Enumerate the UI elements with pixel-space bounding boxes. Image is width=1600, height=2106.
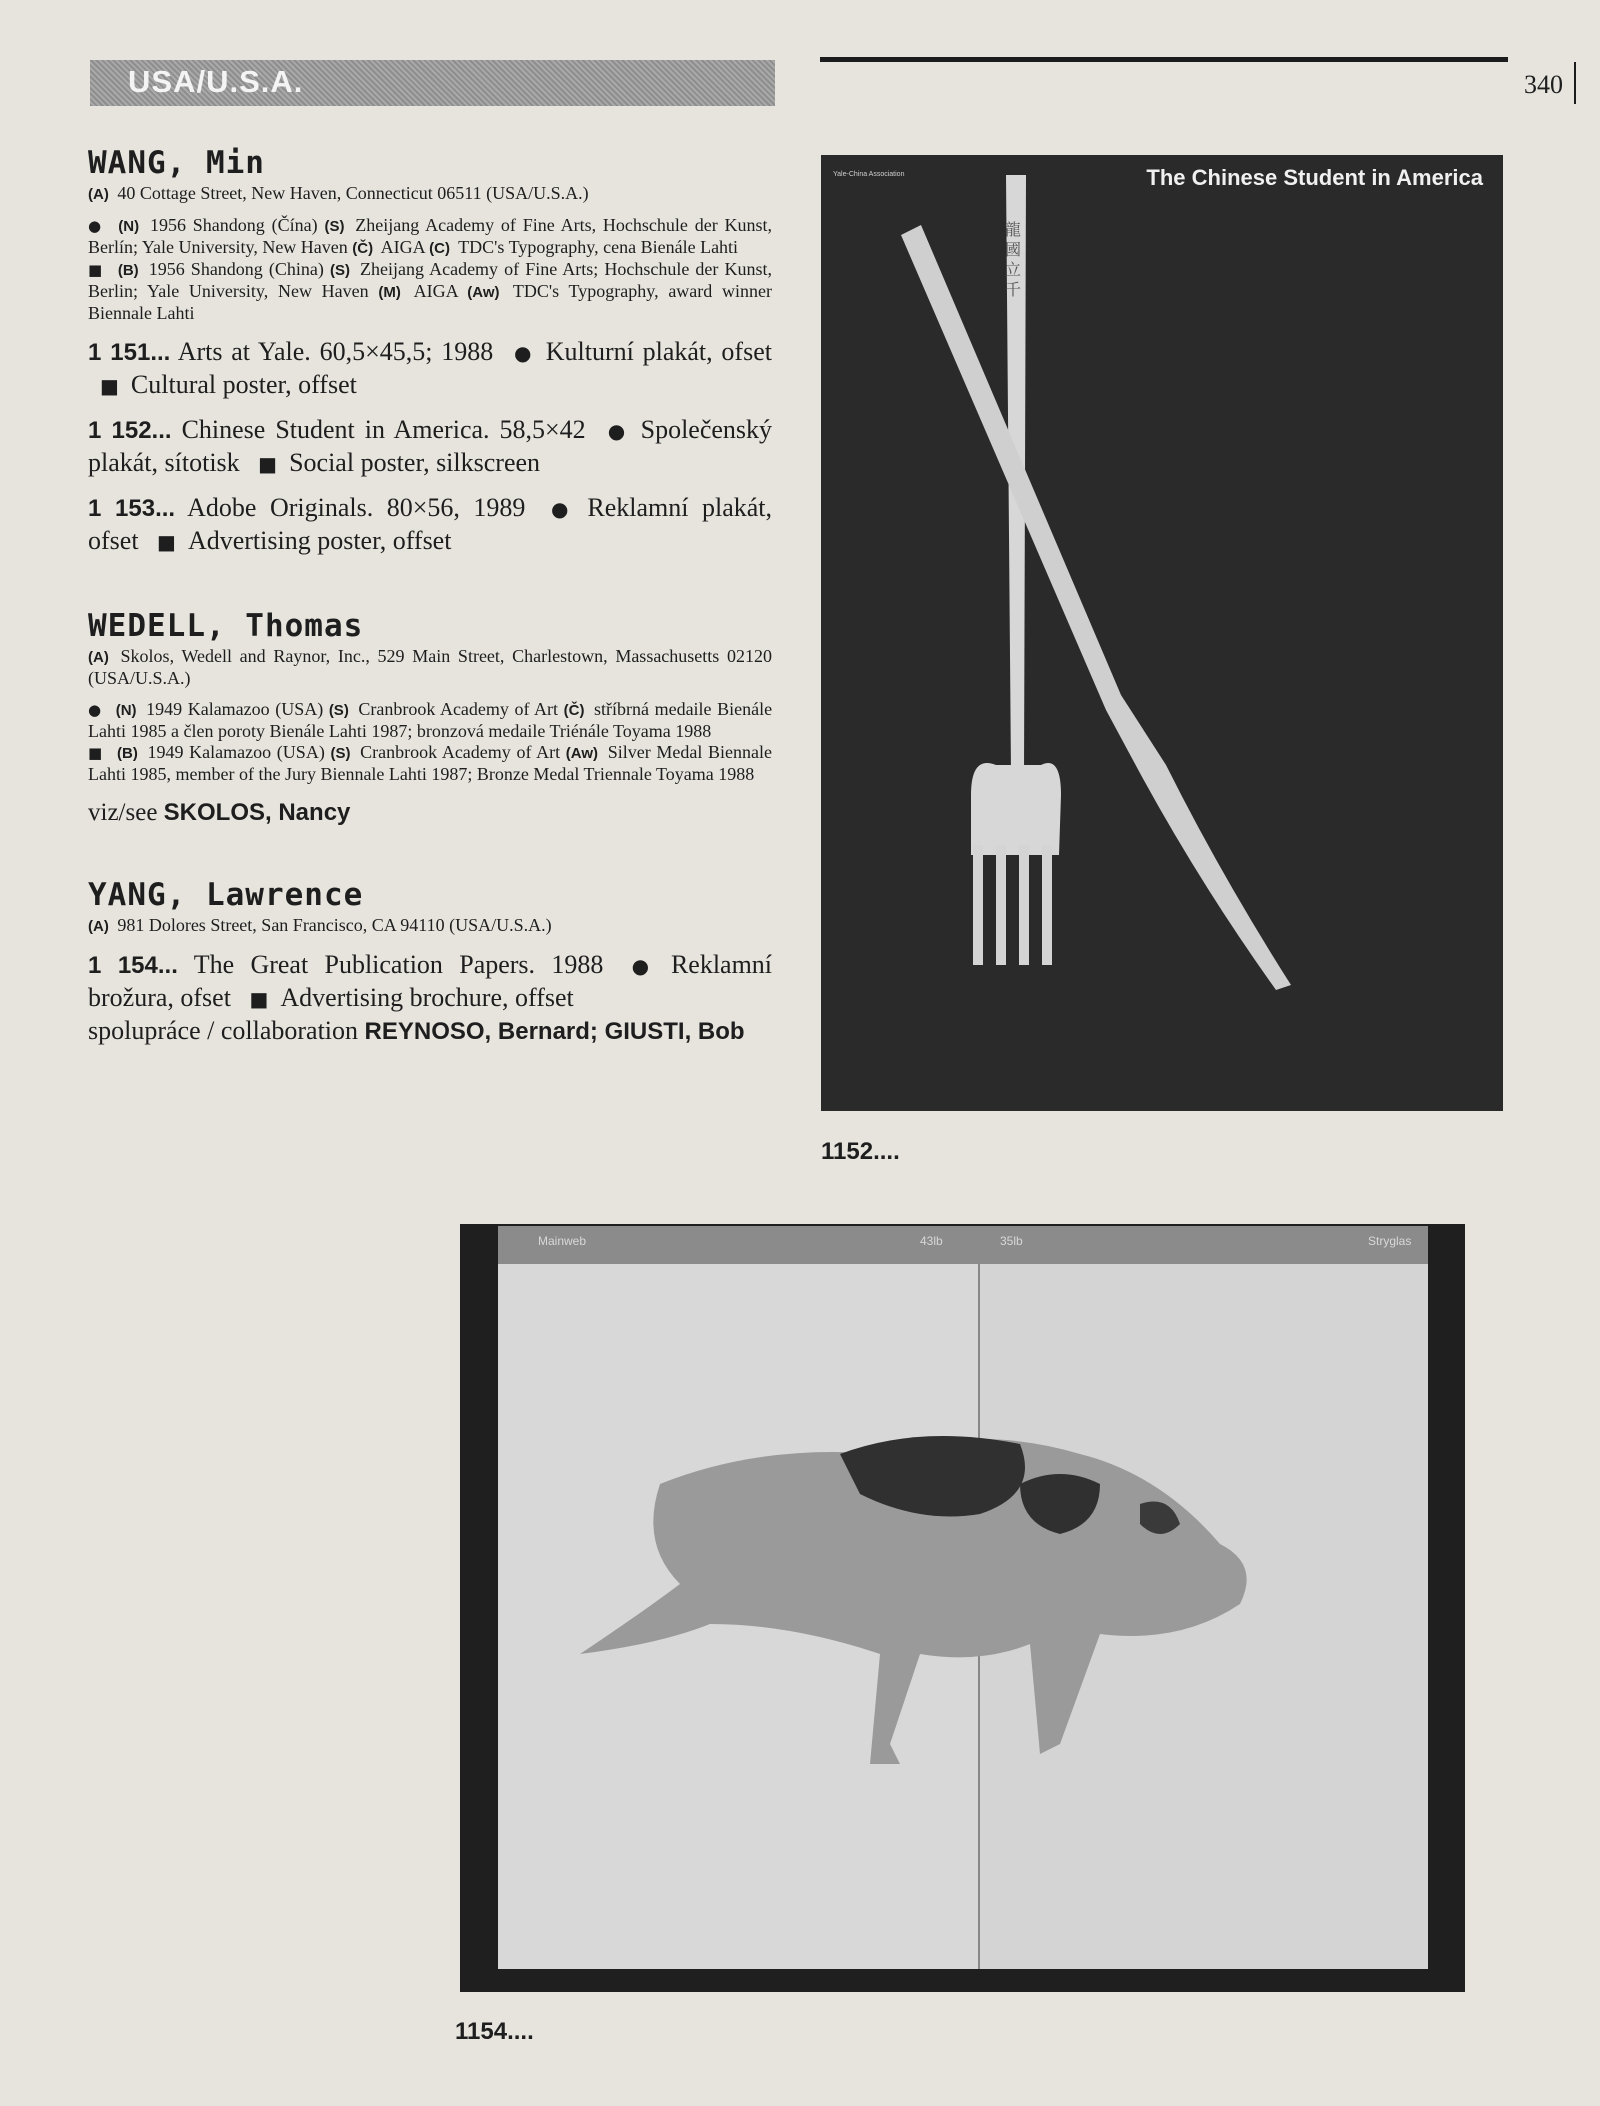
entry-yang [88,877,772,1047]
fork-knife-illustration [821,155,1503,1111]
svg-text:立: 立 [1005,260,1022,279]
tab-label: 43lb [920,1234,943,1248]
square-bullet-icon: ■ [88,744,104,762]
section-title: USA/U.S.A. [128,64,304,99]
address: (A) 981 Dolores Street, San Francisco, CA 94110 (USA/U.S.A.) [88,915,552,935]
tab-label: Stryglas [1368,1234,1412,1248]
work-item: 1 152... Chinese Student in America. 58,5×42 ● Společenský plakát, sítotisk ■ Social poster, silkscreen [88,415,773,477]
address: (A) 40 Cottage Street, New Haven, Connecticut 06511 (USA/U.S.A.) [88,183,589,203]
entry-wedell [88,608,772,827]
bio-english: ■ (B) 1956 Shandong (China) (S) Zheijang Academy of Fine Arts; Hochschule der Kunst, Berlin; Yale University, New Haven (M) AIGA (Aw) TDC's Typography, award winner Biennale Lahti [88,259,772,323]
tab-label: Mainweb [538,1234,587,1248]
designer-name: WEDELL, Thomas [88,608,364,644]
svg-text:國: 國 [1005,240,1022,259]
designer-name: WANG, Min [88,145,265,181]
brochure-photo [460,1224,1465,1992]
designer-name: YANG, Lawrence [88,877,364,913]
square-bullet-icon: ■ [88,261,104,279]
page-number: 340 [1524,70,1563,99]
collaboration: spolupráce / collaboration REYNOSO, Bernard; GIUSTI, Bob [88,1016,745,1045]
address: (A) Skolos, Wedell and Raynor, Inc., 529 Main Street, Charlestown, Massachusetts 02120 (USA/U.S.A.) [88,646,773,688]
work-item: 1 154... The Great Publication Papers. 1988 ● Reklamní brožura, ofset ■ Advertising brochure, offset [88,950,773,1012]
photo-caption: 1154.... [455,2018,534,2045]
knife-icon [901,225,1291,990]
page-number-rule [1574,62,1576,104]
bio-czech: ● (N) 1956 Shandong (Čína) (S) Zheijang Academy of Fine Arts, Hochschule der Kunst, Berlín; Yale University, New Haven (Č) AIGA (C) TDC's Typography, cena Bienále Lahti [88,215,773,257]
work-item: 1 153... Adobe Originals. 80×56, 1989 ● Reklamní plakát, ofset ■ Advertising poster, offset [88,493,773,555]
bio-czech: ● (N) 1949 Kalamazoo (USA) (S) Cranbrook Academy of Art (Č) stříbrná medaile Bienále Lahti 1985 a člen poroty Bienále Lahti 1987; bronzová medaile Triénále Toyama 1988 [88,699,773,741]
tab-label: 35lb [1000,1234,1023,1248]
svg-text:千: 千 [1005,280,1022,299]
see-also-name: SKOLOS, Nancy [163,799,351,826]
brochure-illustration [460,1224,1465,1992]
circle-bullet-icon: ● [88,217,104,235]
see-also: viz/see SKOLOS, Nancy [88,799,351,826]
svg-text:龍: 龍 [1005,220,1022,239]
top-rule [820,57,1508,62]
circle-bullet-icon: ● [88,701,103,719]
entries-column [88,145,772,1047]
poster-caption: 1152.... [821,1138,900,1165]
bio-english: ■ (B) 1949 Kalamazoo (USA) (S) Cranbrook Academy of Art (Aw) Silver Medal Biennale Lahti 1985, member of the Jury Biennale Lahti 1987; Bronze Medal Triennale Toyama 1988 [88,742,772,784]
section-header [90,60,775,106]
poster-title: The Chinese Student in America [1146,165,1483,190]
poster-association: Yale-China Association [833,171,905,178]
entry-wang [88,145,772,558]
work-item: 1 151... Arts at Yale. 60,5×45,5; 1988 ● Kulturní plakát, ofset ■ Cultural poster, offset [88,337,772,399]
poster-image [821,155,1503,1111]
